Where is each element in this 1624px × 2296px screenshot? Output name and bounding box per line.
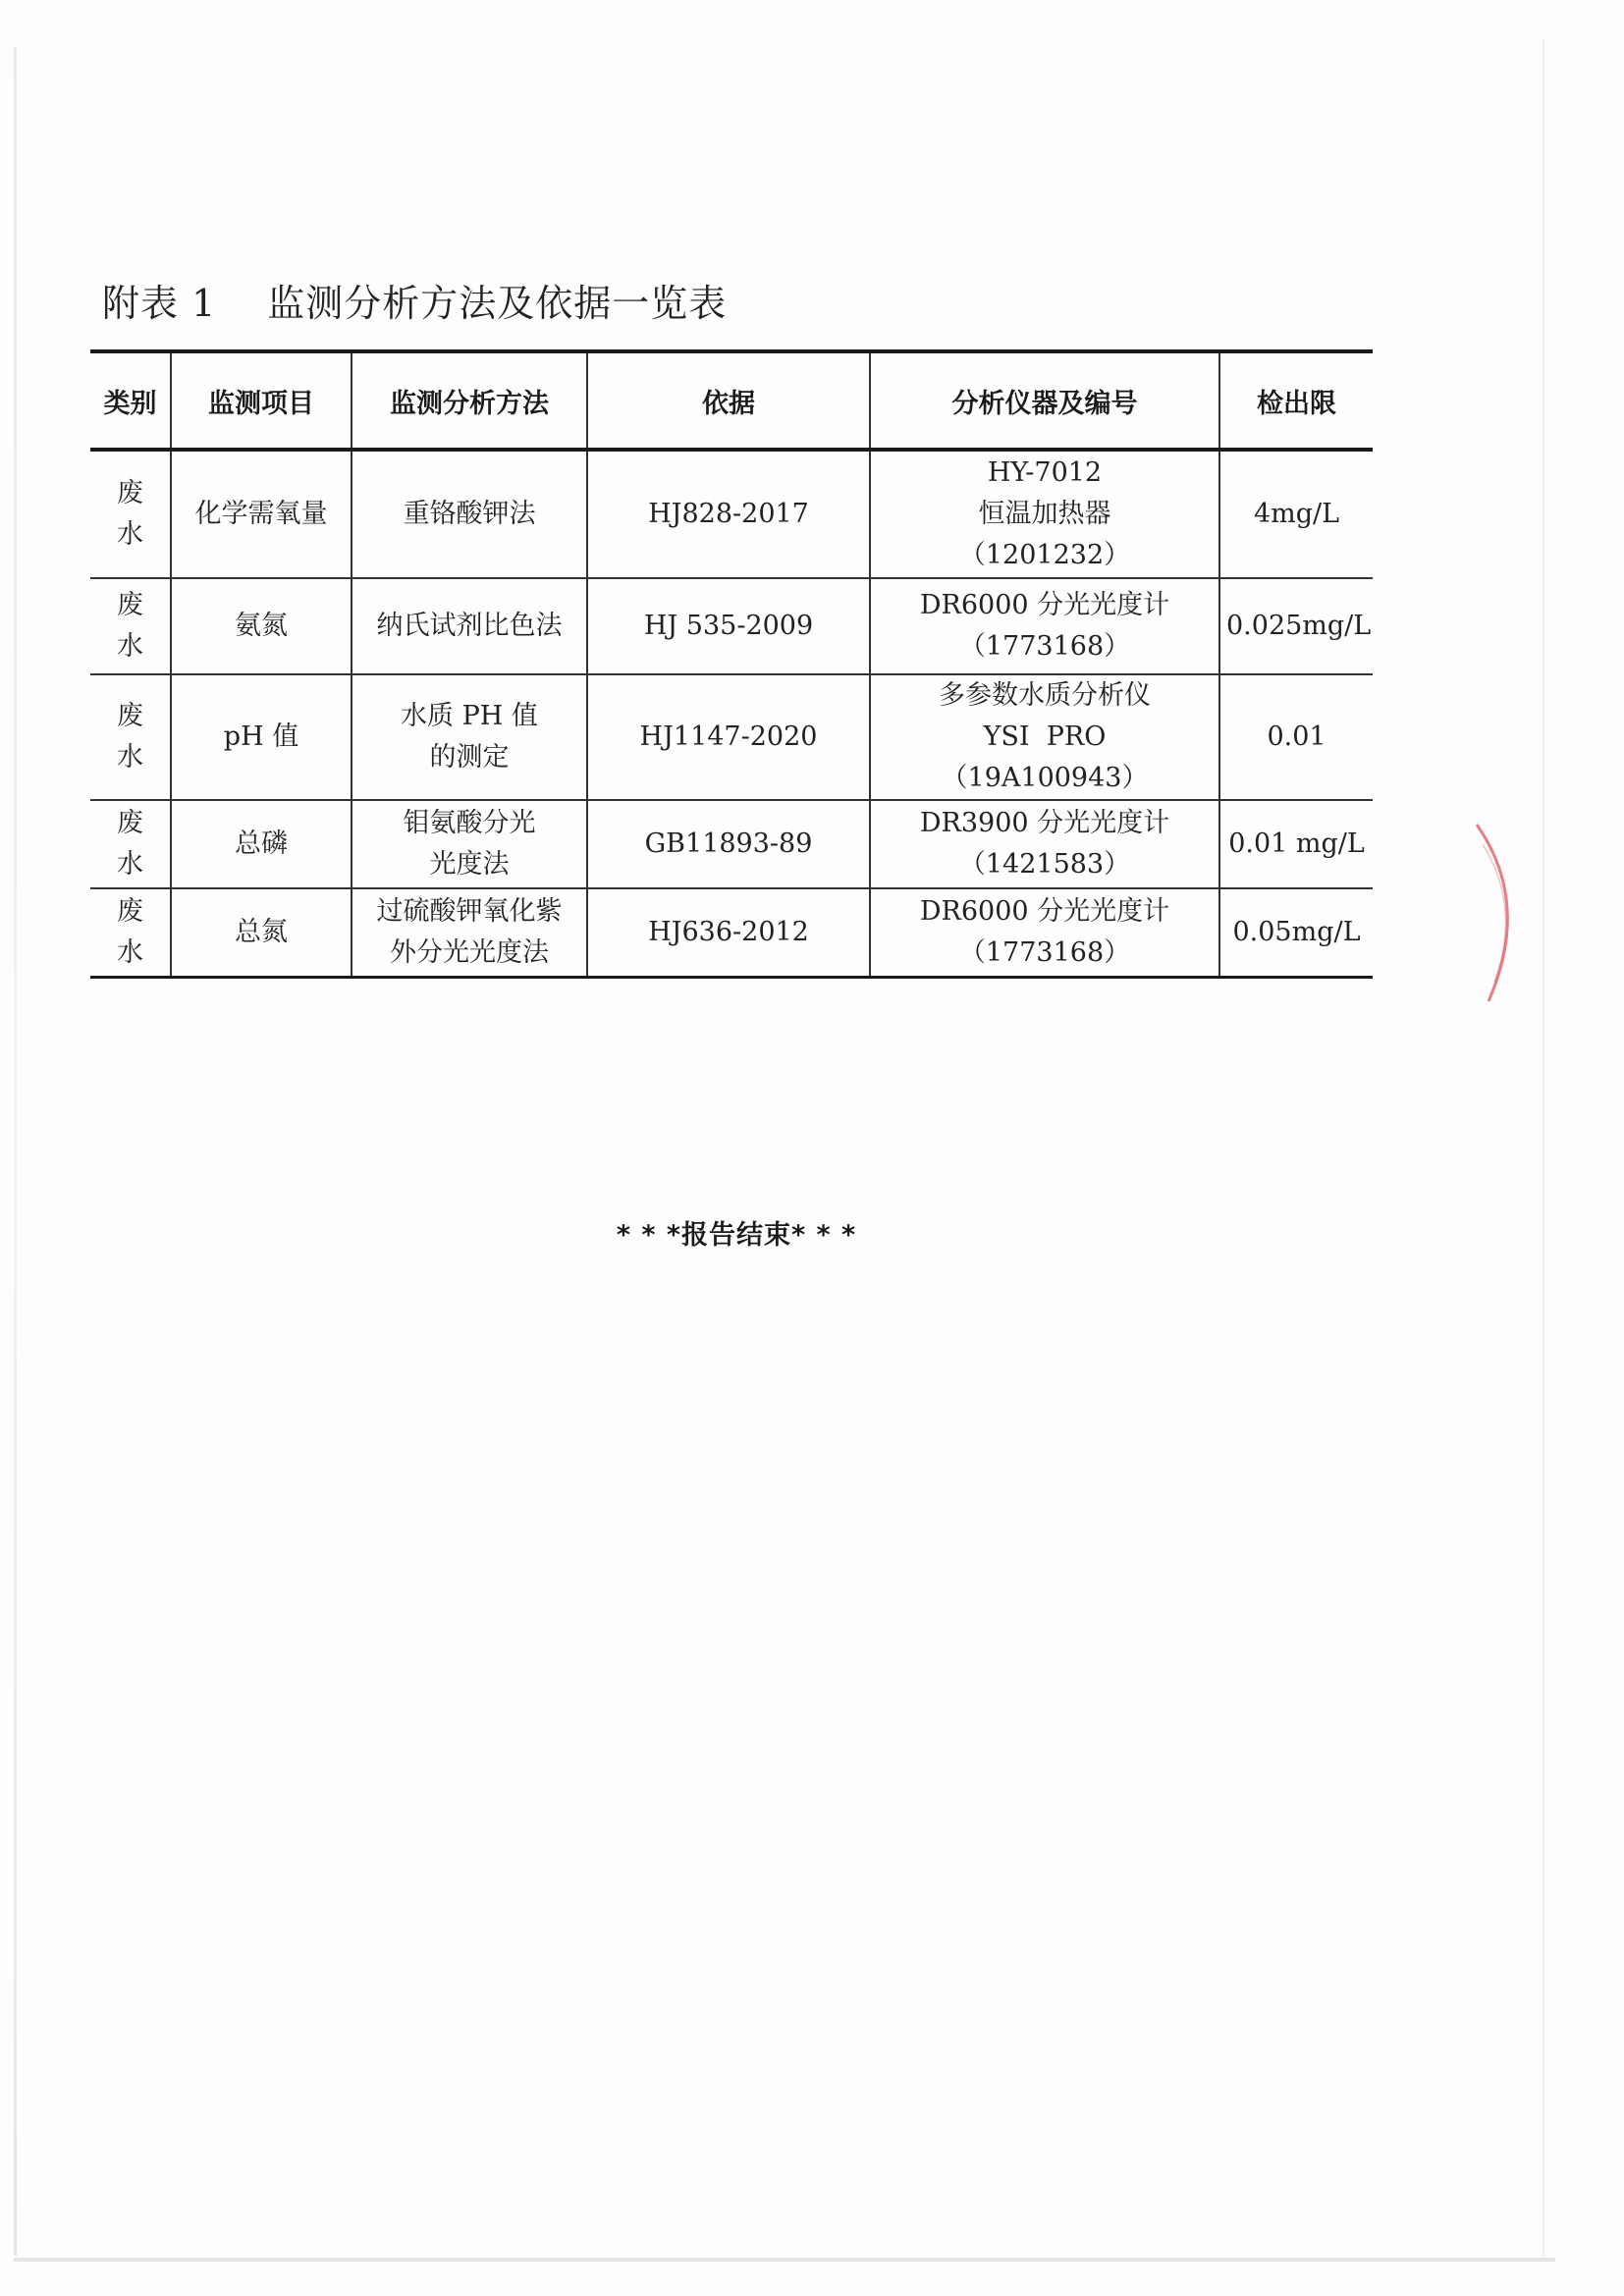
scan-edge-left: [14, 47, 17, 2256]
cell-item-line: pH 值: [223, 721, 299, 752]
header-instrument: 分析仪器及编号: [870, 351, 1219, 450]
cell-item: [171, 800, 352, 888]
cell-category: [90, 888, 171, 978]
cell-instrument: [870, 800, 1219, 888]
cell-method-line: 过硫酸钾氧化紫: [376, 896, 563, 927]
cell-instrument: [870, 450, 1219, 578]
cell-basis: HJ 535-2009: [587, 578, 870, 674]
cell-category-line: 废: [117, 896, 143, 927]
scan-edge-right: [1543, 39, 1544, 2258]
cell-method-line: 钼氨酸分光: [403, 808, 536, 838]
cell-instrument-line: （1773168）: [958, 631, 1131, 662]
cell-method-line: 水质 PH 值: [401, 701, 538, 731]
cell-category-line: 水: [117, 849, 143, 880]
cell-item-line: 氨氮: [235, 611, 288, 641]
cell-method: [352, 888, 587, 978]
header-item: 监测项目: [171, 351, 352, 450]
table-row: [90, 888, 1373, 978]
cell-method: [352, 674, 587, 800]
scan-edge-bottom: [14, 2258, 1555, 2262]
header-method: 监测分析方法: [352, 351, 587, 450]
methods-table-wrapper: [90, 349, 1373, 979]
cell-item: [171, 674, 352, 800]
cell-item: [171, 578, 352, 674]
cell-limit: 0.01 mg/L: [1219, 800, 1373, 888]
red-seal-fragment-icon: [1473, 815, 1551, 1011]
cell-basis: HJ1147-2020: [587, 674, 870, 800]
cell-limit: 0.05mg/L: [1219, 888, 1373, 978]
cell-instrument-line: （1421583）: [958, 849, 1131, 880]
cell-method: [352, 800, 587, 888]
cell-method-line: 的测定: [429, 742, 510, 773]
page-title: [102, 273, 727, 327]
cell-limit: 4mg/L: [1219, 450, 1373, 578]
cell-item-line: 总氮: [235, 917, 288, 947]
cell-instrument: [870, 888, 1219, 978]
cell-instrument-line: DR3900 分光光度计: [919, 808, 1170, 838]
cell-instrument-line: （1201232）: [958, 540, 1131, 570]
cell-method-line: 光度法: [429, 849, 510, 880]
cell-instrument-line: HY-7012: [987, 457, 1103, 488]
cell-method: [352, 578, 587, 674]
cell-category-line: 水: [117, 742, 143, 773]
cell-category: [90, 450, 171, 578]
cell-item-line: 总磷: [235, 828, 288, 859]
cell-instrument-line: DR6000 分光光度计: [919, 896, 1170, 927]
title-prefix: 附表 1: [102, 282, 217, 325]
cell-item: [171, 450, 352, 578]
table-row: [90, 578, 1373, 674]
cell-method: [352, 450, 587, 578]
header-limit: 检出限: [1219, 351, 1373, 450]
cell-category-line: 废: [117, 478, 143, 508]
cell-instrument: [870, 578, 1219, 674]
cell-instrument-line: 恒温加热器: [978, 499, 1111, 529]
cell-category-line: 水: [117, 631, 143, 662]
cell-method-line: 重铬酸钾法: [403, 499, 536, 529]
table-row: [90, 674, 1373, 800]
cell-instrument-line: 多参数水质分析仪: [939, 680, 1151, 711]
methods-table: [90, 349, 1373, 979]
header-basis: 依据: [587, 351, 870, 450]
cell-instrument-line: （1773168）: [958, 937, 1131, 968]
cell-item-line: 化学需氧量: [194, 499, 328, 529]
cell-category-line: 废: [117, 590, 143, 620]
cell-category: [90, 578, 171, 674]
cell-limit: 0.01: [1219, 674, 1373, 800]
report-end-mark: * * *报告结束* * *: [616, 1220, 857, 1251]
cell-basis: HJ636-2012: [587, 888, 870, 978]
cell-category-line: 废: [117, 701, 143, 731]
cell-basis: GB11893-89: [587, 800, 870, 888]
cell-category: [90, 674, 171, 800]
cell-method-line: 纳氏试剂比色法: [376, 611, 563, 641]
cell-instrument-line: （19A100943）: [941, 763, 1149, 793]
table-row: [90, 450, 1373, 578]
cell-limit: 0.025mg/L: [1219, 578, 1373, 674]
cell-instrument: [870, 674, 1219, 800]
table-header-row: [90, 351, 1373, 450]
cell-instrument-line: DR6000 分光光度计: [919, 590, 1170, 620]
cell-category: [90, 800, 171, 888]
cell-method-line: 外分光光度法: [390, 937, 549, 968]
cell-category-line: 水: [117, 519, 143, 550]
cell-category-line: 废: [117, 808, 143, 838]
cell-basis: HJ828-2017: [587, 450, 870, 578]
cell-item: [171, 888, 352, 978]
title-text: 监测分析方法及依据一览表: [267, 282, 728, 325]
header-category: 类别: [90, 351, 171, 450]
cell-category-line: 水: [117, 937, 143, 968]
table-row: [90, 800, 1373, 888]
cell-instrument-line: YSI PRO: [983, 721, 1107, 752]
